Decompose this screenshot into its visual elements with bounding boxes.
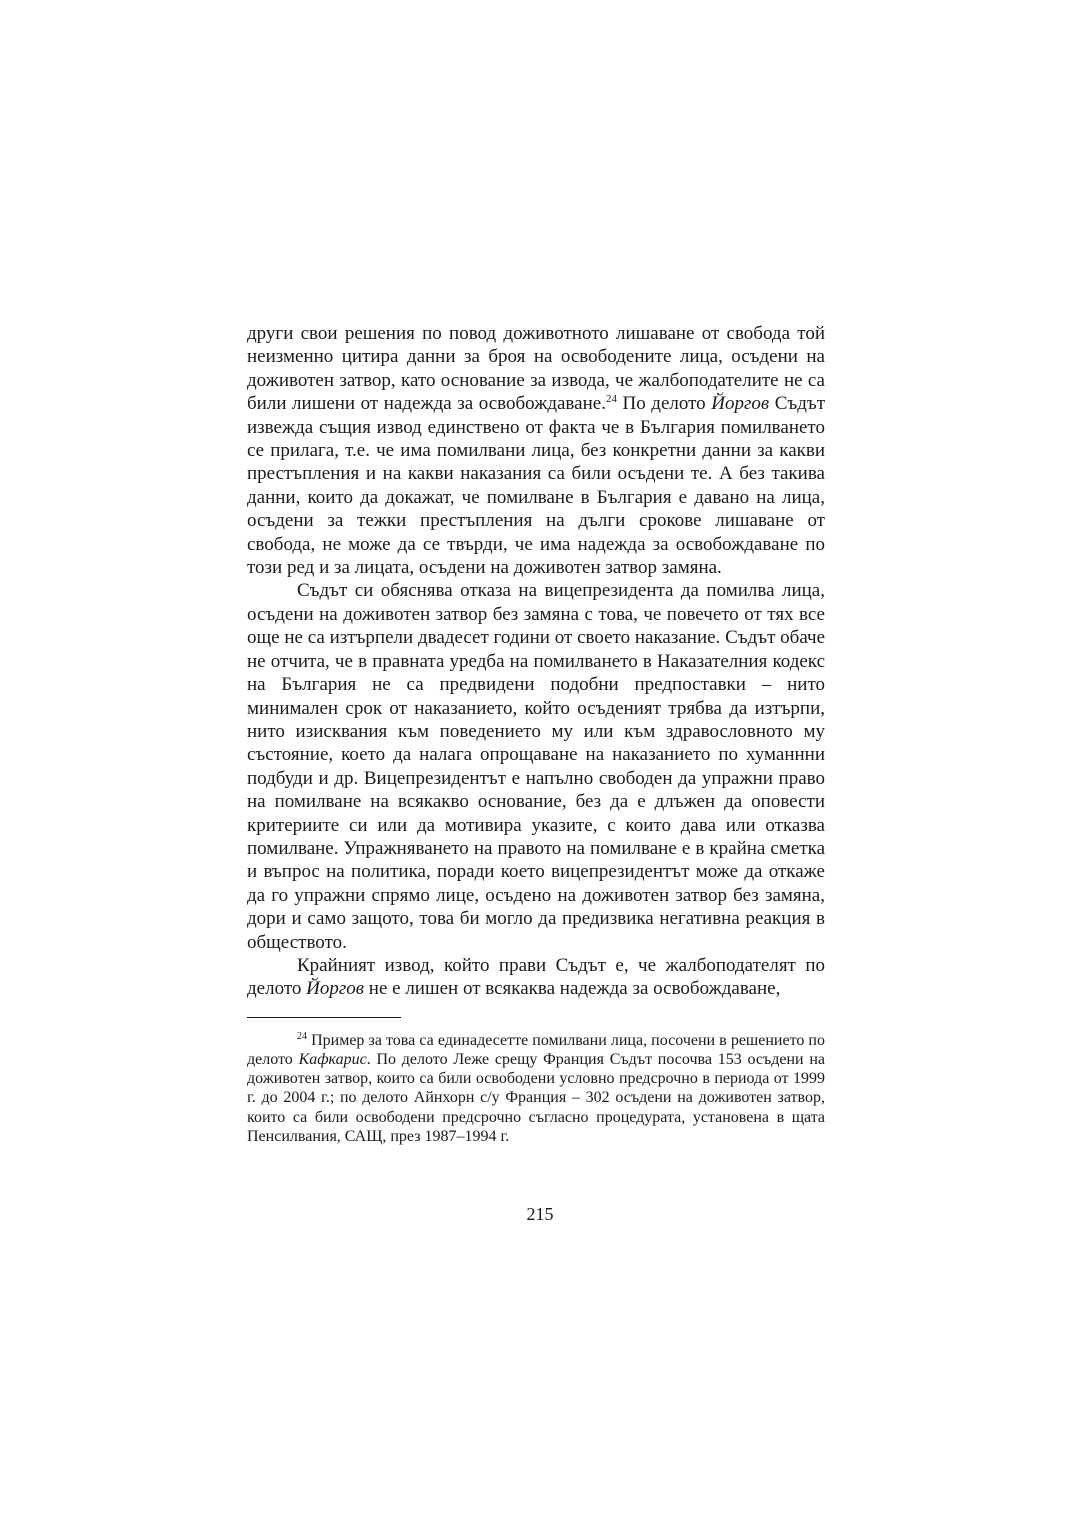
paragraph-3 [247,954,825,1001]
footnote-reference: 24 [605,393,617,406]
paragraph-3-text-b: не е лишен от всякаква надежда за освобождаване, [364,978,781,1000]
footnote-number: 24 [297,1030,307,1042]
footnote-text-b: . По делото Леже срещу Франция Съдът посочва 153 осъдени на доживотен затвор, които са били освободени условно предсрочно в периода от 1999 г. до 2004 г.; по делото Айнхорн с/у Франция – 302 осъдени на доживотен затвор, които са били освободени предсрочно съгласно процедурата, установена в щата Пенсилвания, САЩ, през 1987–1994 г. [247,1050,826,1145]
paragraph-2: Съдът си обяснява отказа на вицепрезидента да помилва лица, осъдени на доживотен затвор без замяна с това, че повечето от тях все още не са изтърпели двадесет години от своето наказание. Съдът обаче не отчита, че в правната уредба на помилването в Наказателния кодекс на България не са предвидени подобни предпоставки – нито минимален срок от наказанието, който осъденият трябва да изтърпи, нито изисквания към поведението му или към здравословното му състояние, което да налага опрощаване на наказанието по хуманнни подбуди и др. Вицепрезидентът е напълно свободен да упражни право на помилване на всякакво основание, без да е длъжен да оповести критериите си или да мотивира указите, с които дава или отказва помилване. Упражняването на правото на помилване е в крайна сметка и въпрос на политика, поради което вицепрезидентът може да откаже да го упражни спрямо лице, осъдено на доживотен затвор без замяна, дори и само защото, това би могло да предизвика негативна реакция в обществото. [247,580,825,953]
main-text [247,322,825,1001]
paragraph-1 [247,322,825,579]
case-name-italic: Йоргов [306,978,365,1000]
page-body [247,322,825,1146]
paragraph-3-text-a: Крайният извод, който прави Съдът е, че жалбоподателят по делото [247,954,825,1000]
paragraph-1-text-b: По делото [616,393,712,415]
paragraph-1-text-a: други свои решения по повод доживотното лишаване от свобода той неизменно цитира данни за броя на освободените лица, осъдени на доживотен затвор, като основание за извода, че жалбоподателите не са били лишени от надежда за освобождаване. [247,323,825,415]
page-number: 215 [526,1204,554,1224]
footnote [247,1031,825,1146]
footnote-case-name: Кафкарис [298,1050,367,1068]
footnote-separator [247,1017,401,1018]
case-name-italic: Йоргов [711,393,770,415]
paragraph-1-text-c: Съдът извежда същия извод единствено от факта че в България помилването се прилага, т.е. че има помилвани лица, без конкретни данни за какви престъпления и на какви наказания са били осъдени те. А без такива данни, които да докажат, че помилване в България е давано на лица, осъдени за тежки престъпления на дълги срокове лишаване от свобода, не може да се твърди, че има надежда за освобождаване по този ред и за лицата, осъдени на доживотен затвор замяна. [247,393,825,579]
footnote-text-a: Пример за това са единадесетте помилвани лица, посочени в решението по делото [247,1031,825,1068]
